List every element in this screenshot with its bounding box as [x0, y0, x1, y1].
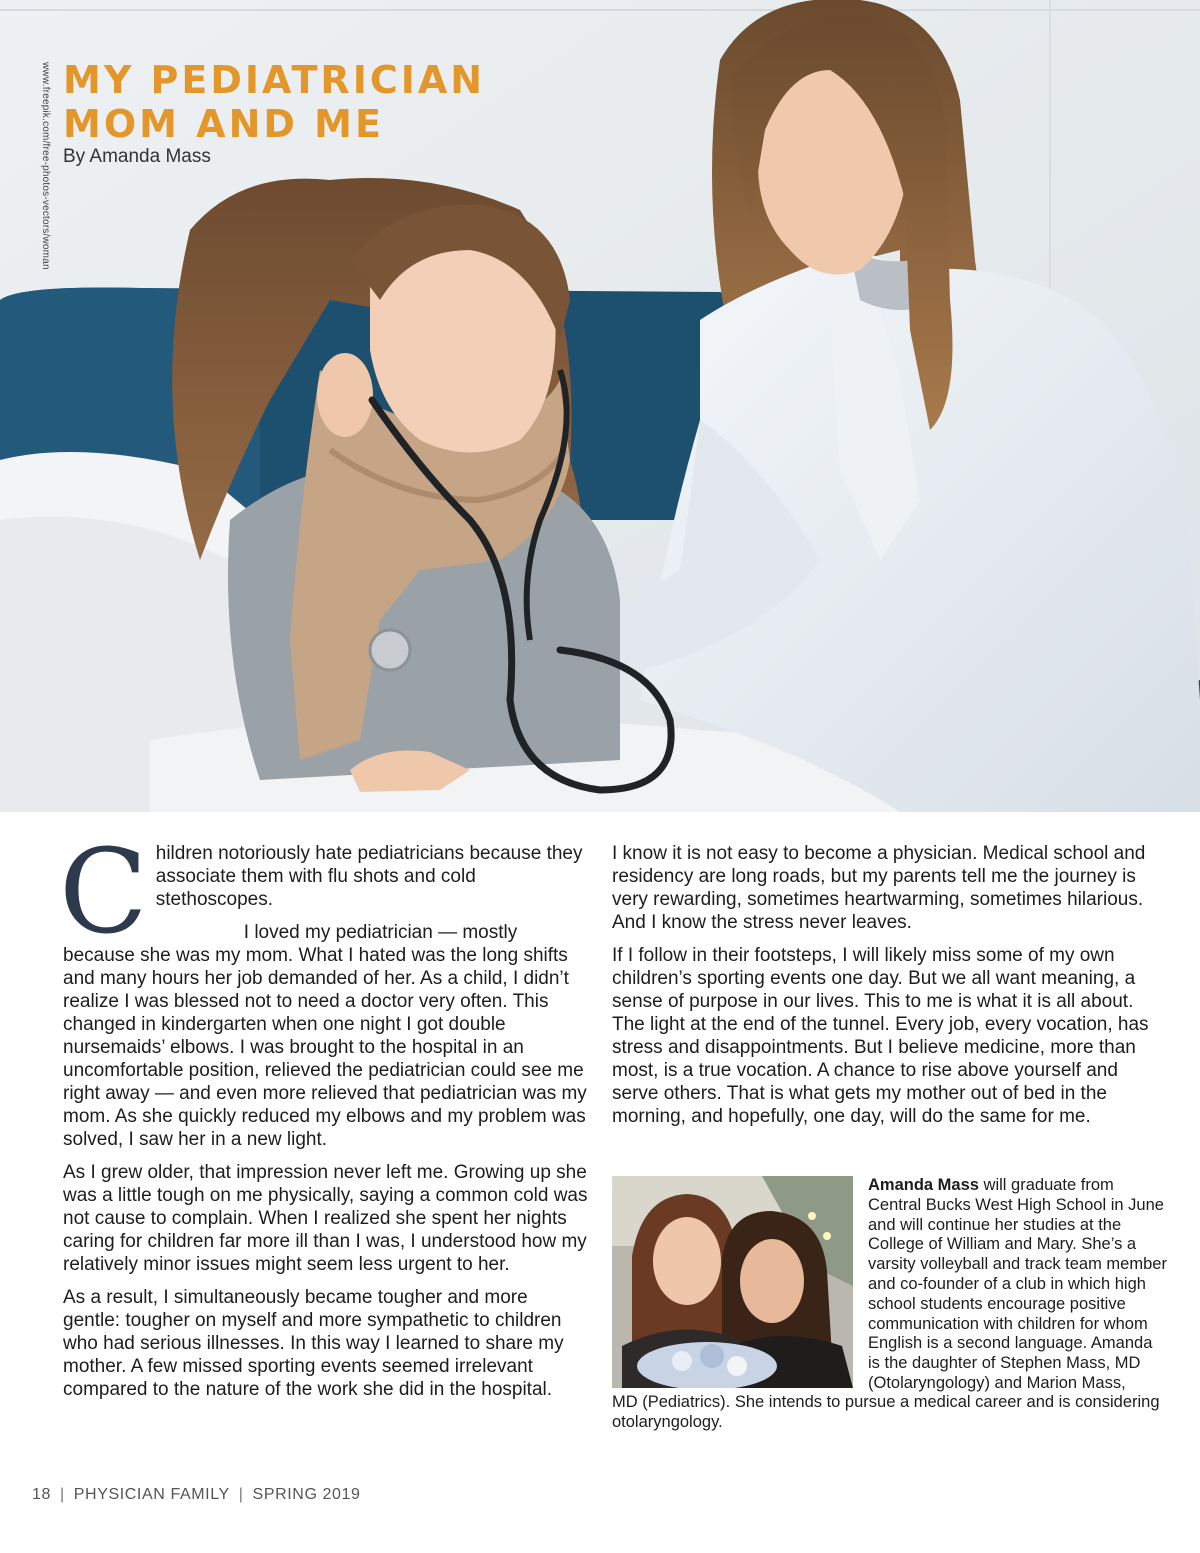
- paragraph-1: [59, 825, 588, 960]
- paragraph-5: I know it is not easy to become a physician. Medical school and residency are long roads, but my parents tell me the journey is very rewarding, sometimes heartwarming, sometimes hilarious. And I know the stress never leaves.: [612, 843, 1146, 933]
- page-number: 18: [32, 1486, 51, 1503]
- title-line-2: MOM AND ME: [63, 102, 384, 146]
- author-name: Amanda Mass: [868, 1176, 979, 1194]
- publication-name: PHYSICIAN FAMILY: [73, 1486, 230, 1503]
- author-bio-continued: MD (Pediatrics). She intends to pursue a medical career and is considering otolaryngology.: [612, 1393, 1160, 1431]
- title-line-1: MY PEDIATRICIAN: [63, 58, 486, 102]
- paragraph-4: As a result, I simultaneously became tougher and more gentle: tougher on myself and more sympathetic to children who had serious illnesses. In this way I learned to share my mother. A few missed sporting events seemed irrelevant compared to the nature of the work she did in the hospital.: [63, 1287, 564, 1400]
- byline: By Amanda Mass: [63, 146, 211, 167]
- footer-separator: |: [238, 1486, 244, 1503]
- article-title: [63, 58, 485, 146]
- author-bio: [868, 1176, 1168, 1394]
- page-footer: [32, 1486, 361, 1504]
- paragraph-1-text: hildren notoriously hate pediatricians because they associate them with flu shots and cold stethoscopes.: [155, 843, 583, 910]
- left-column: [59, 825, 588, 1411]
- paragraph-2: I loved my pediatrician — mostly because she was my mom. What I hated was the long shifts and many hours her job demanded of her. As a child, I didn’t realize I was blessed not to need a doctor very often. This changed in kindergarten when one night I got double nursemaids’ elbows. I was brought to the hospital in an uncomfortable position, relieved the pediatrician could see me right away — and even more relieved that pediatrician was my mom. As she quickly reduced my elbows and my problem was solved, I saw her in a new light.: [63, 922, 587, 1150]
- author-photo-illustration: [612, 1176, 853, 1388]
- author-bio-text: will graduate from Central Bucks West High School in June and will continue her studies at the College of William and Mary. She’s a varsity volleyball and track team member and co-founder of a club in which high school students encourage positive communication with children for whom English is a second language. Amanda is the daughter of Stephen Mass, MD (Otolaryngology) and Marion Mass,: [868, 1176, 1167, 1392]
- issue-date: SPRING 2019: [252, 1486, 361, 1503]
- author-photo: [612, 1176, 853, 1388]
- right-column: [612, 842, 1162, 1138]
- drop-cap: C: [59, 825, 148, 960]
- photo-credit: www.freepik.com/free-photos-vectors/woman: [40, 62, 51, 270]
- footer-separator: |: [60, 1486, 65, 1503]
- paragraph-6: If I follow in their footsteps, I will likely miss some of my own children’s sporting events one day. But we all want meaning, a sense of purpose in our lives. This to me is what it is all about. The light at the end of the tunnel. Every job, every vocation, has stress and disappointments. But I believe medicine, more than most, is a true vocation. A chance to rise above yourself and serve others. That is what gets my mother out of bed in the morning, and hopefully, one day, will do the same for me.: [612, 945, 1149, 1127]
- paragraph-3: As I grew older, that impression never left me. Growing up she was a little tough on me physically, saying a common cold was not cause to complain. When I realized she spent her nights caring for children far more ill than I was, I understood how my relatively minor issues might seem less urgent to her.: [63, 1162, 588, 1275]
